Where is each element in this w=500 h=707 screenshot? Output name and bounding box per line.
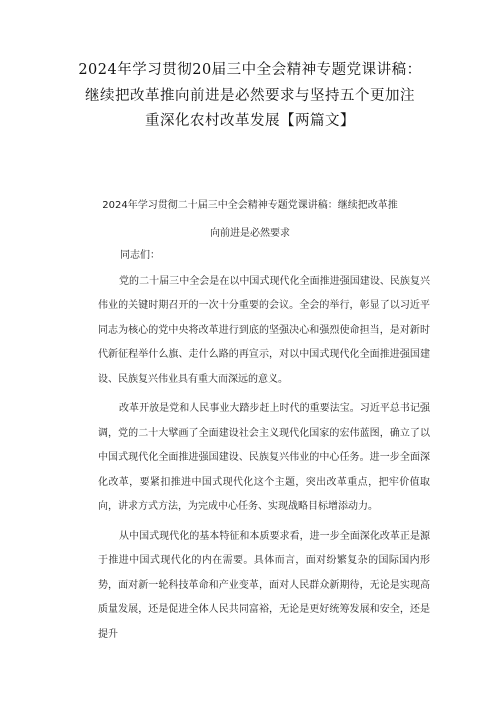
paragraph-2: 改革开放是党和人民事业大踏步赶上时代的重要法宝。习近平总书记强调，党的二十大擘画了全面建设社会主义现代化国家的宏伟蓝图，确立了以中国式现代化全面推进强国建设、民族复兴伟业的中心任务。进一步全面深化改革，要紧扣推进中国式现代化这个主题，突出改革重点，把牢价值取向，讲求方式方法，为完成中心任务、实现战略目标增添动力。: [98, 403, 430, 512]
paragraph-3: 从中国式现代化的基本特征和本质要求看，进一步全面深化改革正是源于推进中国式现代化的内在需要。具体而言，面对纷繁复杂的国际国内形势，面对新一轮科技革命和产业变革，面对人民群众新期待，无论是实现高质量发展，还是促进全体人民共同富裕，无论是更好统筹发展和安全，还是提升: [98, 530, 430, 640]
section-heading-line-1: 2024年学习贯彻二十届三中全会精神专题党课讲稿：继续把改革推: [102, 200, 398, 211]
section-heading: [60, 192, 440, 248]
document-body: [98, 244, 430, 652]
title-line-1: 2024年学习贯彻20届三中全会精神专题党课讲稿：: [78, 62, 422, 78]
title-line-3: 重深化农村改革发展【两篇文】: [145, 113, 355, 129]
section-heading-line-2: 向前进是必然要求: [210, 228, 290, 239]
document-title: [40, 58, 460, 135]
title-line-2: 继续把改革推向前进是必然要求与坚持五个更加注: [85, 87, 415, 104]
paragraph-1: 党的二十届三中全会是在以中国式现代化全面推进强国建设、民族复兴伟业的关键时期召开的一次十分重要的会议。全会的举行，彰显了以习近平同志为核心的党中央将改革进行到底的坚强决心和强烈使命担当，是对新时代新征程举什么旗、走什么路的再宣示，对以中国式现代化全面推进强国建设、民族复兴伟业具有重大而深远的意义。: [98, 275, 430, 385]
greeting: 同志们：: [120, 250, 160, 261]
